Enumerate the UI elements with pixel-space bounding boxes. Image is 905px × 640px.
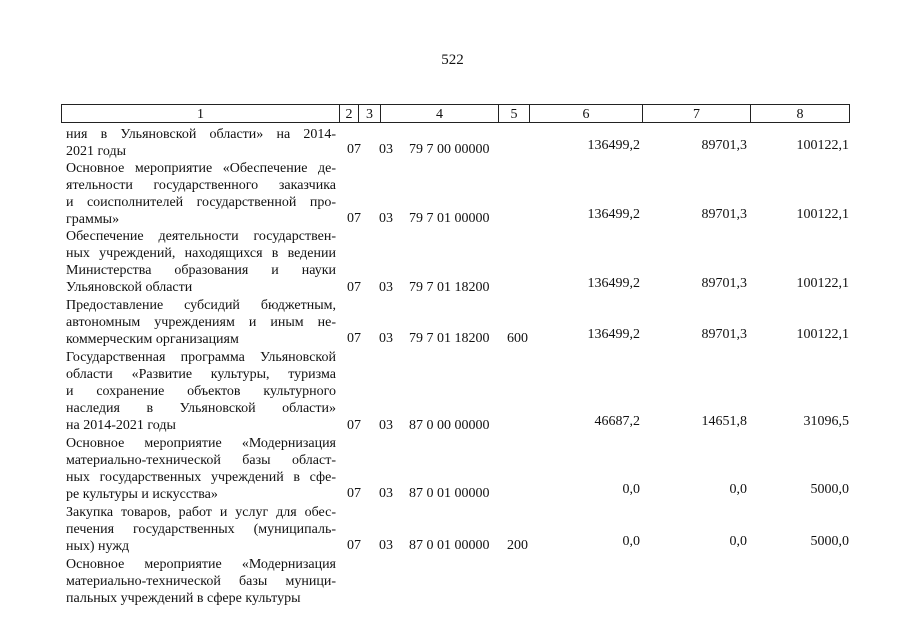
header-col-6: 6	[530, 105, 643, 122]
description-line: Закупка товаров, работ и услуг для обес-	[66, 505, 336, 520]
cell-col-7: 89701,3	[701, 207, 747, 222]
row-description	[66, 160, 336, 228]
table-header	[61, 104, 850, 123]
cell-col-6: 136499,2	[587, 207, 640, 222]
row-description	[66, 504, 336, 555]
cell-col-3: 03	[379, 486, 393, 501]
cell-col-2: 07	[347, 280, 361, 295]
description-line: автономным учреждениям и иным не-	[66, 315, 336, 330]
description-line: ния в Ульяновской области» на 2014-	[66, 127, 336, 142]
description-line: Основное мероприятие «Модернизация	[66, 557, 336, 572]
cell-col-6: 0,0	[622, 534, 640, 549]
cell-col-2: 07	[347, 538, 361, 553]
cell-col-3: 03	[379, 538, 393, 553]
description-line: на 2014-2021 годы	[66, 418, 176, 433]
description-line: наследия в Ульяновской области»	[66, 401, 336, 416]
header-col-3: 3	[359, 105, 381, 122]
cell-col-4: 87 0 01 00000	[409, 538, 490, 553]
description-line: Ульяновской области	[66, 280, 193, 295]
description-line: Министерства образования и науки	[66, 263, 336, 278]
row-description	[66, 435, 336, 503]
header-col-7: 7	[643, 105, 751, 122]
cell-col-7: 0,0	[729, 534, 747, 549]
header-col-5: 5	[499, 105, 530, 122]
cell-col-6: 136499,2	[587, 276, 640, 291]
cell-col-8: 100122,1	[796, 207, 849, 222]
description-line: Основное мероприятие «Обеспечение де-	[66, 161, 336, 176]
cell-col-7: 89701,3	[701, 276, 747, 291]
header-col-2: 2	[340, 105, 359, 122]
cell-col-7: 89701,3	[701, 138, 747, 153]
description-line: Обеспечение деятельности государствен-	[66, 229, 336, 244]
cell-col-5: 600	[507, 331, 528, 346]
row-description	[66, 126, 336, 160]
cell-col-6: 46687,2	[594, 414, 640, 429]
cell-col-8: 31096,5	[803, 414, 849, 429]
cell-col-2: 07	[347, 486, 361, 501]
cell-col-4: 79 7 01 00000	[409, 211, 490, 226]
cell-col-3: 03	[379, 418, 393, 433]
row-description	[66, 556, 336, 607]
cell-col-4: 87 0 00 00000	[409, 418, 490, 433]
cell-col-8: 100122,1	[796, 276, 849, 291]
header-col-4: 4	[381, 105, 499, 122]
description-line: граммы»	[66, 212, 120, 227]
description-line: и сохранение объектов культурного	[66, 384, 336, 399]
cell-col-5: 200	[507, 538, 528, 553]
description-line: и соисполнителей государственной про-	[66, 195, 336, 210]
cell-col-7: 89701,3	[701, 327, 747, 342]
row-description	[66, 297, 336, 348]
description-line: печения государственных (муниципаль-	[66, 522, 336, 537]
cell-col-3: 03	[379, 142, 393, 157]
cell-col-3: 03	[379, 280, 393, 295]
header-col-8: 8	[796, 107, 804, 122]
cell-col-8: 100122,1	[796, 138, 849, 153]
row-description	[66, 349, 336, 434]
description-line: Государственная программа Ульяновской	[66, 350, 336, 365]
cell-col-4: 79 7 01 18200	[409, 280, 490, 295]
cell-col-4: 79 7 01 18200	[409, 331, 490, 346]
cell-col-6: 136499,2	[587, 138, 640, 153]
page-number: 522	[441, 52, 464, 68]
cell-col-6: 0,0	[622, 482, 640, 497]
cell-col-8: 100122,1	[796, 327, 849, 342]
cell-col-2: 07	[347, 211, 361, 226]
description-line: пальных учреждений в сфере культуры	[66, 591, 301, 606]
description-line: ятельности государственного заказчика	[66, 178, 336, 193]
cell-col-2: 07	[347, 331, 361, 346]
cell-col-4: 79 7 00 00000	[409, 142, 490, 157]
description-line: ных государственных учреждений в сфе-	[66, 470, 336, 485]
cell-col-2: 07	[347, 142, 361, 157]
cell-col-7: 14651,8	[701, 414, 747, 429]
cell-col-3: 03	[379, 211, 393, 226]
description-line: 2021 годы	[66, 144, 127, 159]
cell-col-2: 07	[347, 418, 361, 433]
description-line: материально-технической базы муници-	[66, 574, 336, 589]
description-line: ных) нужд	[66, 539, 130, 554]
description-line: Предоставление субсидий бюджетным,	[66, 298, 336, 313]
cell-col-6: 136499,2	[587, 327, 640, 342]
cell-col-7: 0,0	[729, 482, 747, 497]
description-line: коммерческим организациям	[66, 332, 239, 347]
description-line: ных учреждений, находящихся в ведении	[66, 246, 336, 261]
header-col-1: 1	[62, 105, 340, 122]
cell-col-4: 87 0 01 00000	[409, 486, 490, 501]
description-line: материально-технической базы област-	[66, 453, 336, 468]
row-description	[66, 228, 336, 296]
description-line: области «Развитие культуры, туризма	[66, 367, 336, 382]
cell-col-8: 5000,0	[810, 534, 849, 549]
description-line: ре культуры и искусства»	[66, 487, 218, 502]
cell-col-8: 5000,0	[810, 482, 849, 497]
cell-col-3: 03	[379, 331, 393, 346]
description-line: Основное мероприятие «Модернизация	[66, 436, 336, 451]
